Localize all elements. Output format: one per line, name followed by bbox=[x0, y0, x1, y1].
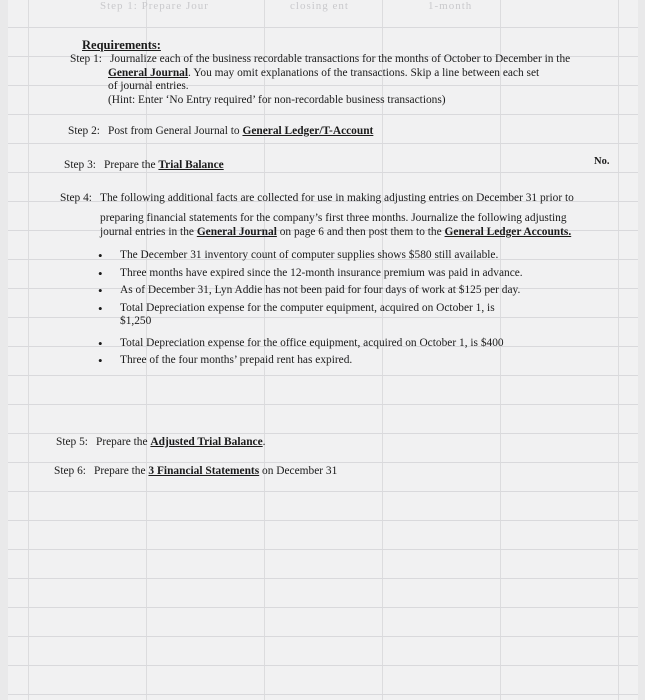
step4-general-journal-link[interactable]: General Journal bbox=[196, 226, 277, 238]
step2-line bbox=[108, 125, 373, 139]
step5-end: . bbox=[262, 436, 266, 448]
no-label: No. bbox=[594, 156, 610, 167]
step1-line3: of journal entries. bbox=[108, 80, 189, 92]
step1-line2 bbox=[108, 67, 628, 81]
step3-label: Step 3: bbox=[64, 159, 96, 171]
adjusting-facts-list bbox=[120, 249, 620, 368]
faded-header-3: 1-month bbox=[428, 0, 473, 12]
step1-line2-text: . You may omit explanations of the transactions. Skip a line between each set bbox=[188, 67, 540, 79]
list-item: • Three of the four months’ prepaid rent has expired. bbox=[120, 354, 620, 368]
list-item: • As of December 31, Lyn Addie has not been paid for four days of work at $125 per day. bbox=[120, 284, 620, 298]
worksheet-page bbox=[8, 0, 638, 700]
step2-label: Step 2: bbox=[68, 125, 100, 137]
step1-label: Step 1: bbox=[70, 53, 102, 65]
step6-line bbox=[94, 465, 337, 479]
step6-label: Step 6: bbox=[54, 465, 86, 477]
general-ledger-accounts-link[interactable]: General Ledger Accounts. bbox=[444, 226, 572, 238]
step6-text: Prepare the bbox=[94, 465, 146, 477]
list-item-continuation: $1,250 bbox=[120, 315, 152, 327]
step4-line3 bbox=[100, 226, 640, 240]
faded-header-2: closing ent bbox=[290, 0, 349, 12]
requirements-title: Requirements: bbox=[82, 38, 161, 52]
list-item: • Three months have expired since the 12-month insurance premium was paid in advance. bbox=[120, 267, 620, 281]
step4-label: Step 4: bbox=[60, 192, 92, 204]
faded-header-1: Step 1: Prepare Jour bbox=[100, 0, 209, 12]
trial-balance-link[interactable]: Trial Balance bbox=[158, 159, 224, 171]
step5-text: Prepare the bbox=[96, 436, 148, 448]
step3-line bbox=[104, 159, 224, 173]
step4-line1: The following additional facts are collected for use in making adjusting entries on December 31 prior to bbox=[100, 192, 574, 204]
step1-hint: (Hint: Enter ‘No Entry required’ for non-recordable business transactions) bbox=[108, 94, 446, 106]
step1-line1: Journalize each of the business recordable transactions for the months of October to December in the bbox=[110, 53, 571, 65]
step5-line bbox=[96, 436, 266, 450]
list-item: • Total Depreciation expense for the computer equipment, acquired on October 1, is bbox=[120, 302, 620, 316]
adjusted-trial-balance-link[interactable]: Adjusted Trial Balance bbox=[150, 436, 263, 448]
list-item: • The December 31 inventory count of computer supplies shows $580 still available. bbox=[120, 249, 620, 263]
general-journal-link[interactable]: General Journal bbox=[108, 67, 189, 79]
list-item: • Total Depreciation expense for the office equipment, acquired on October 1, is $400 bbox=[120, 337, 620, 351]
financial-statements-link[interactable]: 3 Financial Statements bbox=[148, 465, 260, 477]
general-ledger-link[interactable]: General Ledger/T-Account bbox=[242, 125, 374, 137]
step5-label: Step 5: bbox=[56, 436, 88, 448]
step4-line3-mid: on page 6 and then post them to the bbox=[279, 226, 442, 238]
step2-text: Post from General Journal to bbox=[108, 125, 240, 137]
step4-line3-pre: journal entries in the bbox=[100, 226, 194, 238]
step3-text: Prepare the bbox=[104, 159, 156, 171]
step4-line2: preparing financial statements for the company’s first three months. Journalize the following adjusting bbox=[100, 212, 567, 224]
step6-end: on December 31 bbox=[262, 465, 338, 477]
